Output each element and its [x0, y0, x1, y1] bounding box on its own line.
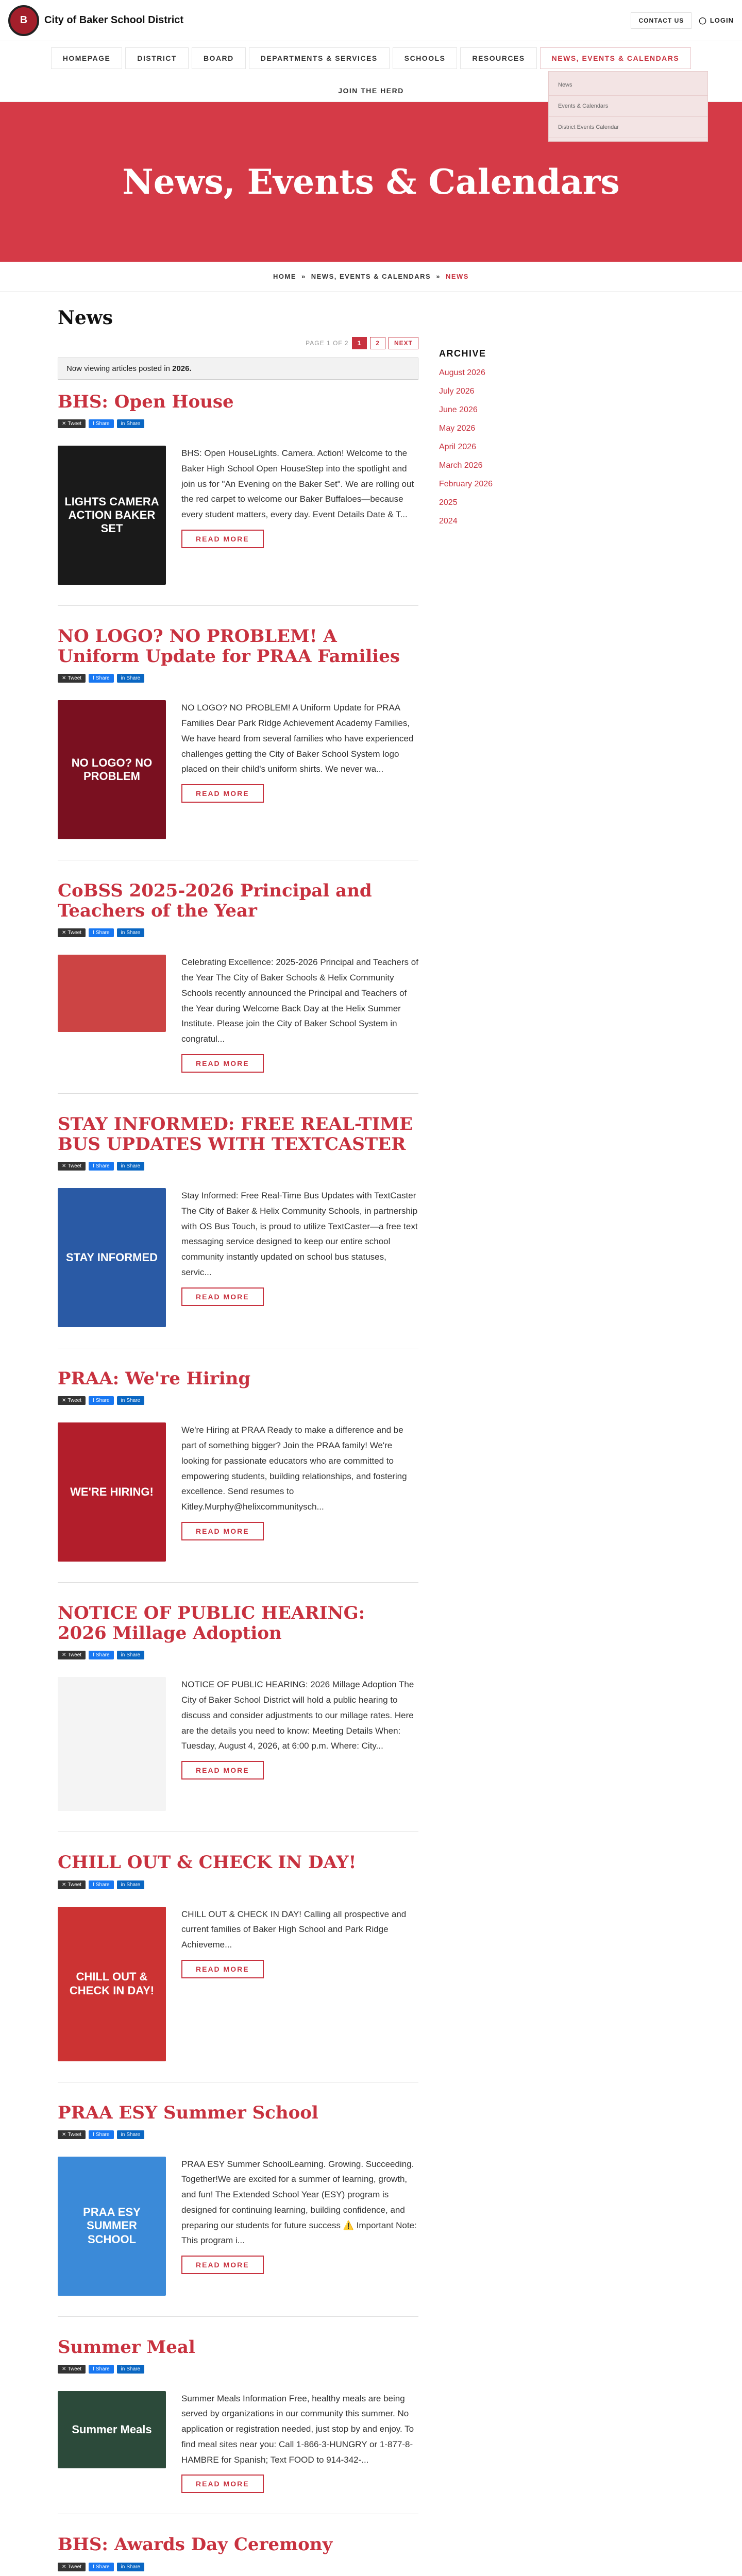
- linkedin-icon: in: [121, 2131, 125, 2138]
- linkedin-share-button[interactable]: in Share: [117, 928, 144, 937]
- tweet-button[interactable]: ✕ Tweet: [58, 2563, 86, 2571]
- linkedin-share-button[interactable]: in Share: [117, 2365, 144, 2374]
- breadcrumb-home[interactable]: HOME: [273, 273, 297, 280]
- contact-us-button[interactable]: CONTACT US: [631, 12, 692, 29]
- news-post: [58, 2337, 418, 2515]
- login-button[interactable]: ◯ LOGIN: [699, 16, 734, 24]
- linkedin-share-button[interactable]: in Share: [117, 1651, 144, 1659]
- facebook-icon: f: [93, 1882, 94, 1888]
- dropdown-events-calendars[interactable]: Events & Calendars: [549, 96, 707, 117]
- facebook-share-button[interactable]: f Share: [89, 1162, 113, 1171]
- dropdown-district-events[interactable]: District Events Calendar: [549, 117, 707, 138]
- post-title[interactable]: BHS: Awards Day Ceremony: [58, 2534, 333, 2555]
- facebook-share-button[interactable]: f Share: [89, 1651, 113, 1659]
- nav-join-the-herd[interactable]: JOIN THE HERD: [338, 87, 404, 95]
- main-nav: [0, 41, 742, 130]
- share-buttons: [58, 419, 418, 428]
- post-title[interactable]: NO LOGO? NO PROBLEM! A Uniform Update for PRAA Families: [58, 626, 400, 667]
- share-buttons: [58, 928, 418, 937]
- x-icon: ✕: [62, 421, 66, 427]
- next-page-button[interactable]: NEXT: [389, 337, 418, 349]
- breadcrumb-separator: »: [436, 273, 441, 280]
- post-title[interactable]: PRAA: We're Hiring: [58, 1368, 251, 1389]
- facebook-icon: f: [93, 421, 94, 427]
- tweet-button[interactable]: ✕ Tweet: [58, 1162, 86, 1171]
- linkedin-icon: in: [121, 1882, 125, 1888]
- x-icon: ✕: [62, 2366, 66, 2372]
- facebook-share-button[interactable]: f Share: [89, 2365, 113, 2374]
- share-buttons: [58, 1880, 418, 1889]
- facebook-icon: f: [93, 930, 94, 936]
- post-excerpt: BHS: Open HouseLights. Camera. Action! Welcome to the Baker High School Open HouseStep into the spotlight and join us for "An Evening on the Baker Set". We are rolling out the red carpet to welcome our Baker Buffaloes—because every student matters, every day. Event Details Date & T...: [181, 448, 414, 520]
- share-buttons: [58, 674, 418, 683]
- read-more-button[interactable]: READ MORE: [181, 1054, 264, 1073]
- news-post: [58, 2535, 418, 2576]
- linkedin-icon: in: [121, 1163, 125, 1170]
- tweet-button[interactable]: ✕ Tweet: [58, 928, 86, 937]
- share-buttons: [58, 2563, 418, 2571]
- share-buttons: [58, 2365, 418, 2374]
- post-excerpt: Summer Meals Information Free, healthy meals are being served by organizations in our community this summer. No application or registration needed, just stop by and enjoy. To find meal sites near you: Call 1-866-3-HUNGRY or 1-877-8-HAMBRE for Spanish; Text FOOD to 914-342-...: [181, 2393, 414, 2465]
- share-buttons: [58, 2130, 418, 2139]
- share-buttons: [58, 1396, 418, 1405]
- post-thumbnail[interactable]: Summer Meals: [58, 2391, 166, 2468]
- x-icon: ✕: [62, 675, 66, 682]
- tweet-button[interactable]: ✕ Tweet: [58, 1880, 86, 1889]
- read-more-button[interactable]: READ MORE: [181, 530, 264, 548]
- archive-link[interactable]: 2025: [439, 498, 458, 507]
- post-title[interactable]: PRAA ESY Summer School: [58, 2102, 318, 2123]
- facebook-icon: f: [93, 2131, 94, 2138]
- linkedin-icon: in: [121, 1398, 125, 1404]
- read-more-button[interactable]: READ MORE: [181, 1287, 264, 1306]
- archive-link[interactable]: April 2026: [439, 443, 477, 451]
- page-count: PAGE 1 OF 2: [306, 340, 349, 347]
- x-icon: ✕: [62, 1652, 66, 1658]
- facebook-icon: f: [93, 2366, 94, 2372]
- year-notice: Now viewing articles posted in 2026.: [58, 358, 418, 380]
- facebook-share-button[interactable]: f Share: [89, 928, 113, 937]
- dropdown-news[interactable]: News: [549, 75, 707, 96]
- breadcrumb-separator: »: [301, 273, 306, 280]
- linkedin-share-button[interactable]: in Share: [117, 1880, 144, 1889]
- archive-link[interactable]: June 2026: [439, 405, 478, 414]
- brand[interactable]: [8, 5, 183, 36]
- post-thumbnail[interactable]: WE'RE HIRING!: [58, 1422, 166, 1562]
- post-thumbnail[interactable]: [58, 955, 166, 1032]
- post-thumbnail[interactable]: [58, 1677, 166, 1811]
- news-post: [58, 392, 418, 606]
- archive-link[interactable]: May 2026: [439, 424, 476, 433]
- facebook-share-button[interactable]: f Share: [89, 2130, 113, 2139]
- breadcrumb-section[interactable]: NEWS, EVENTS & CALENDARS: [311, 273, 431, 280]
- nav-schools[interactable]: SCHOOLS: [393, 47, 458, 69]
- post-title[interactable]: STAY INFORMED: FREE REAL-TIME BUS UPDATES WITH TEXTCASTER: [58, 1113, 413, 1155]
- post-thumbnail[interactable]: PRAA ESY SUMMER SCHOOL: [58, 2157, 166, 2296]
- nav-board[interactable]: BOARD: [192, 47, 246, 69]
- nav-district[interactable]: DISTRICT: [125, 47, 189, 69]
- facebook-share-button[interactable]: f Share: [89, 2563, 113, 2571]
- read-more-button[interactable]: READ MORE: [181, 2256, 264, 2274]
- news-post: [58, 1853, 418, 2082]
- hero-title: News, Events & Calendars: [122, 162, 620, 202]
- post-excerpt: Celebrating Excellence: 2025-2026 Principal and Teachers of the Year The City of Baker Schools & Helix Community Schools recently announced the Principal and Teachers of the Year during Welcome Back Day at the Helix Summer Institute. Please join the City of Baker School System in congratul...: [181, 957, 418, 1044]
- post-excerpt: NO LOGO? NO PROBLEM! A Uniform Update for PRAA Families Dear Park Ridge Achievement Academy Families, We have heard from several families who have experienced challenges getting the City of Baker School System logo placed on their child's uniform shirts. We never wa...: [181, 703, 414, 774]
- tweet-button[interactable]: ✕ Tweet: [58, 1651, 86, 1659]
- news-post: [58, 1114, 418, 1348]
- linkedin-share-button[interactable]: in Share: [117, 419, 144, 428]
- x-icon: ✕: [62, 2564, 66, 2570]
- page-2-button[interactable]: 2: [370, 337, 385, 349]
- share-buttons: [58, 1651, 418, 1659]
- facebook-icon: f: [93, 1398, 94, 1404]
- post-thumbnail[interactable]: NO LOGO? NO PROBLEM: [58, 700, 166, 839]
- post-excerpt: Stay Informed: Free Real-Time Bus Updates with TextCaster The City of Baker & Helix Community Schools, in partnership with OS Bus Touch, is proud to utilize TextCaster—a free text messaging service designed to keep our entire school community instantly updated on school bus statuses, servic...: [181, 1191, 418, 1277]
- news-list: [58, 307, 418, 2576]
- pagination-top: [58, 334, 418, 352]
- nav-resources[interactable]: RESOURCES: [460, 47, 536, 69]
- facebook-icon: f: [93, 1652, 94, 1658]
- linkedin-share-button[interactable]: in Share: [117, 1162, 144, 1171]
- nav-homepage[interactable]: HOMEPAGE: [51, 47, 123, 69]
- post-title[interactable]: CoBSS 2025-2026 Principal and Teachers of the Year: [58, 880, 372, 922]
- linkedin-share-button[interactable]: in Share: [117, 2563, 144, 2571]
- page-title: News: [58, 307, 113, 329]
- facebook-share-button[interactable]: f Share: [89, 674, 113, 683]
- breadcrumb: [0, 262, 742, 292]
- post-excerpt: CHILL OUT & CHECK IN DAY! Calling all prospective and current families of Baker High School and Park Ridge Achieveme...: [181, 1909, 407, 1950]
- facebook-share-button[interactable]: f Share: [89, 1880, 113, 1889]
- tweet-button[interactable]: ✕ Tweet: [58, 2130, 86, 2139]
- page-1-button[interactable]: 1: [352, 337, 367, 349]
- x-icon: ✕: [62, 1882, 66, 1888]
- tweet-button[interactable]: ✕ Tweet: [58, 674, 86, 683]
- x-icon: ✕: [62, 930, 66, 936]
- read-more-button[interactable]: READ MORE: [181, 1761, 264, 1780]
- nav-news-events[interactable]: NEWS, EVENTS & CALENDARS: [540, 47, 692, 69]
- archive-link[interactable]: July 2026: [439, 387, 475, 396]
- facebook-icon: f: [93, 675, 94, 682]
- x-icon: ✕: [62, 1163, 66, 1170]
- news-post: [58, 1603, 418, 1832]
- post-excerpt: We're Hiring at PRAA Ready to make a difference and be part of something bigger? Join the PRAA family! We're looking for passionate educators who are committed to empowering students, building relationships, and fostering excellence. Send resumes to Kitley.Murphy@helixcommunitysch...: [181, 1425, 407, 1512]
- district-logo[interactable]: B: [8, 5, 39, 36]
- read-more-button[interactable]: READ MORE: [181, 784, 264, 803]
- site-name[interactable]: City of Baker School District: [44, 14, 184, 26]
- nav-departments[interactable]: DEPARTMENTS & SERVICES: [249, 47, 390, 69]
- post-thumbnail[interactable]: LIGHTS CAMERA ACTION BAKER SET: [58, 446, 166, 585]
- linkedin-share-button[interactable]: in Share: [117, 1396, 144, 1405]
- linkedin-icon: in: [121, 930, 125, 936]
- post-title[interactable]: Summer Meal: [58, 2336, 195, 2358]
- linkedin-share-button[interactable]: in Share: [117, 674, 144, 683]
- linkedin-icon: in: [121, 2366, 125, 2372]
- linkedin-icon: in: [121, 1652, 125, 1658]
- tweet-button[interactable]: ✕ Tweet: [58, 419, 86, 428]
- archive-title: ARCHIVE: [439, 348, 486, 359]
- read-more-button[interactable]: READ MORE: [181, 1522, 264, 1540]
- user-icon: ◯: [699, 16, 707, 24]
- linkedin-icon: in: [121, 421, 125, 427]
- news-post: [58, 881, 418, 1094]
- post-excerpt: NOTICE OF PUBLIC HEARING: 2026 Millage Adoption The City of Baker School District will hold a public hearing to discuss and consider adjustments to our millage rates. Here are the details you need to know: Meeting Details When: Tuesday, August 4, 2026, at 6:00 p.m. Where: City...: [181, 1680, 414, 1751]
- post-title[interactable]: NOTICE OF PUBLIC HEARING: 2026 Millage Adoption: [58, 1603, 365, 1644]
- breadcrumb-current: NEWS: [445, 273, 469, 280]
- facebook-icon: f: [93, 2564, 94, 2570]
- x-icon: ✕: [62, 2131, 66, 2138]
- tweet-button[interactable]: ✕ Tweet: [58, 2365, 86, 2374]
- tweet-button[interactable]: ✕ Tweet: [58, 1396, 86, 1405]
- linkedin-share-button[interactable]: in Share: [117, 2130, 144, 2139]
- facebook-icon: f: [93, 1163, 94, 1170]
- post-excerpt: PRAA ESY Summer SchoolLearning. Growing. Succeeding. Together!We are excited for a summer of learning, growth, and fun! The Extended School Year (ESY) program is designed for continuing learning, building confidence, and preparing our students for future success ⚠️ Important Note: This program i...: [181, 2159, 417, 2246]
- share-buttons: [58, 1162, 418, 1171]
- linkedin-icon: in: [121, 675, 125, 682]
- news-post: [58, 1369, 418, 1583]
- post-thumbnail[interactable]: CHILL OUT & CHECK IN DAY!: [58, 1907, 166, 2061]
- read-more-button[interactable]: READ MORE: [181, 2475, 264, 2493]
- top-bar: [0, 0, 742, 41]
- facebook-share-button[interactable]: f Share: [89, 1396, 113, 1405]
- archive-link[interactable]: 2024: [439, 517, 458, 526]
- post-thumbnail[interactable]: STAY INFORMED: [58, 1188, 166, 1327]
- archive-sidebar: [439, 307, 573, 2576]
- news-post: [58, 2103, 418, 2317]
- post-title[interactable]: BHS: Open House: [58, 392, 234, 412]
- x-icon: ✕: [62, 1398, 66, 1404]
- news-post: [58, 626, 418, 860]
- archive-link[interactable]: March 2026: [439, 461, 483, 470]
- post-title[interactable]: CHILL OUT & CHECK IN DAY!: [58, 1852, 357, 1873]
- linkedin-icon: in: [121, 2564, 125, 2570]
- archive-link[interactable]: February 2026: [439, 480, 493, 488]
- archive-link[interactable]: August 2026: [439, 368, 485, 377]
- read-more-button[interactable]: READ MORE: [181, 1960, 264, 1978]
- nav-dropdown: [548, 71, 708, 142]
- facebook-share-button[interactable]: f Share: [89, 419, 113, 428]
